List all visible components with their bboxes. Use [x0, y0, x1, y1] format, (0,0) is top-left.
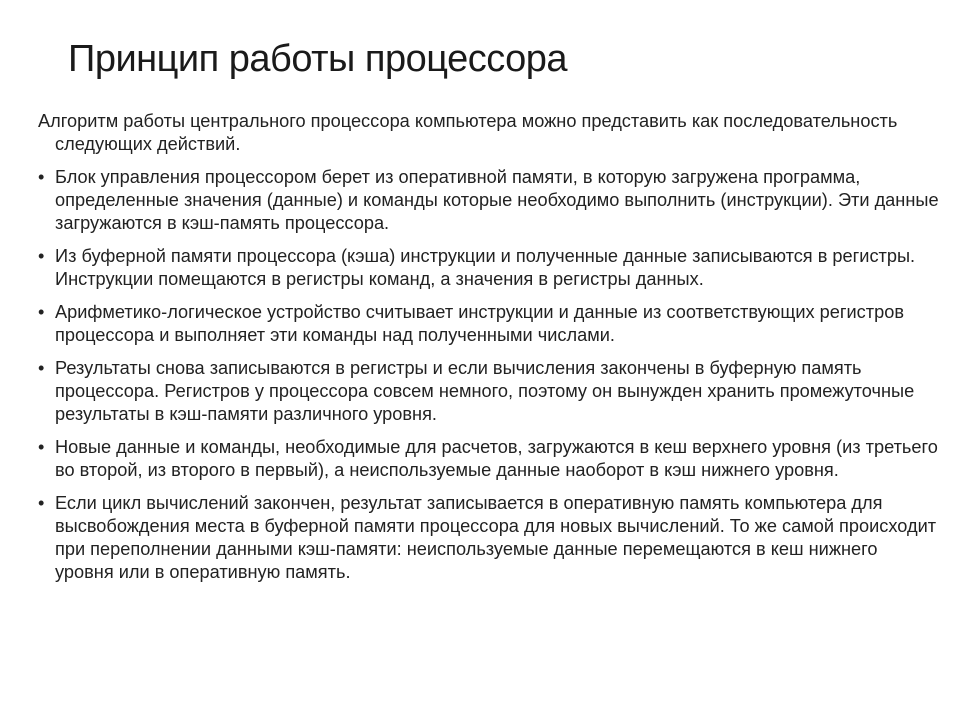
bullet-text: Блок управления процессором берет из оперативной памяти, в которую загружена программа, определенные значения (данные) и команды которые необходимо выполнить (инструкции). Эти данные загружаются в кэш-память процессора.: [55, 167, 939, 233]
slide-title: Принцип работы процессора: [68, 38, 568, 80]
bullet-text: Если цикл вычислений закончен, результат записывается в оперативную память компьютера для высвобождения места в буферной памяти процессора для новых вычислений. То же самой происходит при переполнении данными кэш-памяти: неиспользуемые данные перемещаются в кеш нижнего уровня или в оперативную память.: [55, 493, 937, 582]
bullet-text: Арифметико-логическое устройство считывает инструкции и данные из соответствующих регистров процессора и выполняет эти команды над полученными числами.: [55, 302, 904, 345]
bullet-dot-icon: •: [38, 437, 45, 457]
slide-content: [38, 110, 940, 594]
bullet-text: Новые данные и команды, необходимые для расчетов, загружаются в кеш верхнего уровня (из третьего во второй, из второго в первый), а неиспользуемые данные наоборот в кэш нижнего уровня.: [55, 437, 938, 480]
bullet-item: [38, 492, 940, 584]
bullet-dot-icon: •: [38, 167, 45, 187]
bullet-item: [38, 245, 940, 291]
bullet-text: Результаты снова записываются в регистры и если вычисления закончены в буферную память процессора. Регистров у процессора совсем немного, поэтому он вынужден хранить промежуточные результаты в кэш-памяти различного уровня.: [55, 358, 915, 424]
bullet-dot-icon: •: [38, 358, 45, 378]
bullet-item: [38, 357, 940, 426]
intro-paragraph: Алгоритм работы центрального процессора компьютера можно представить как последовательность следующих действий.: [38, 111, 898, 154]
bullet-item: [38, 301, 940, 347]
bullet-text: Из буферной памяти процессора (кэша) инструкции и полученные данные записываются в регистры. Инструкции помещаются в регистры команд, а значения в регистры данных.: [55, 246, 916, 289]
bullet-dot-icon: •: [38, 302, 45, 322]
bullet-dot-icon: •: [38, 493, 45, 513]
bullet-dot-icon: •: [38, 246, 45, 266]
bullet-item: [38, 436, 940, 482]
bullet-list: [38, 166, 940, 584]
bullet-item: [38, 166, 940, 235]
